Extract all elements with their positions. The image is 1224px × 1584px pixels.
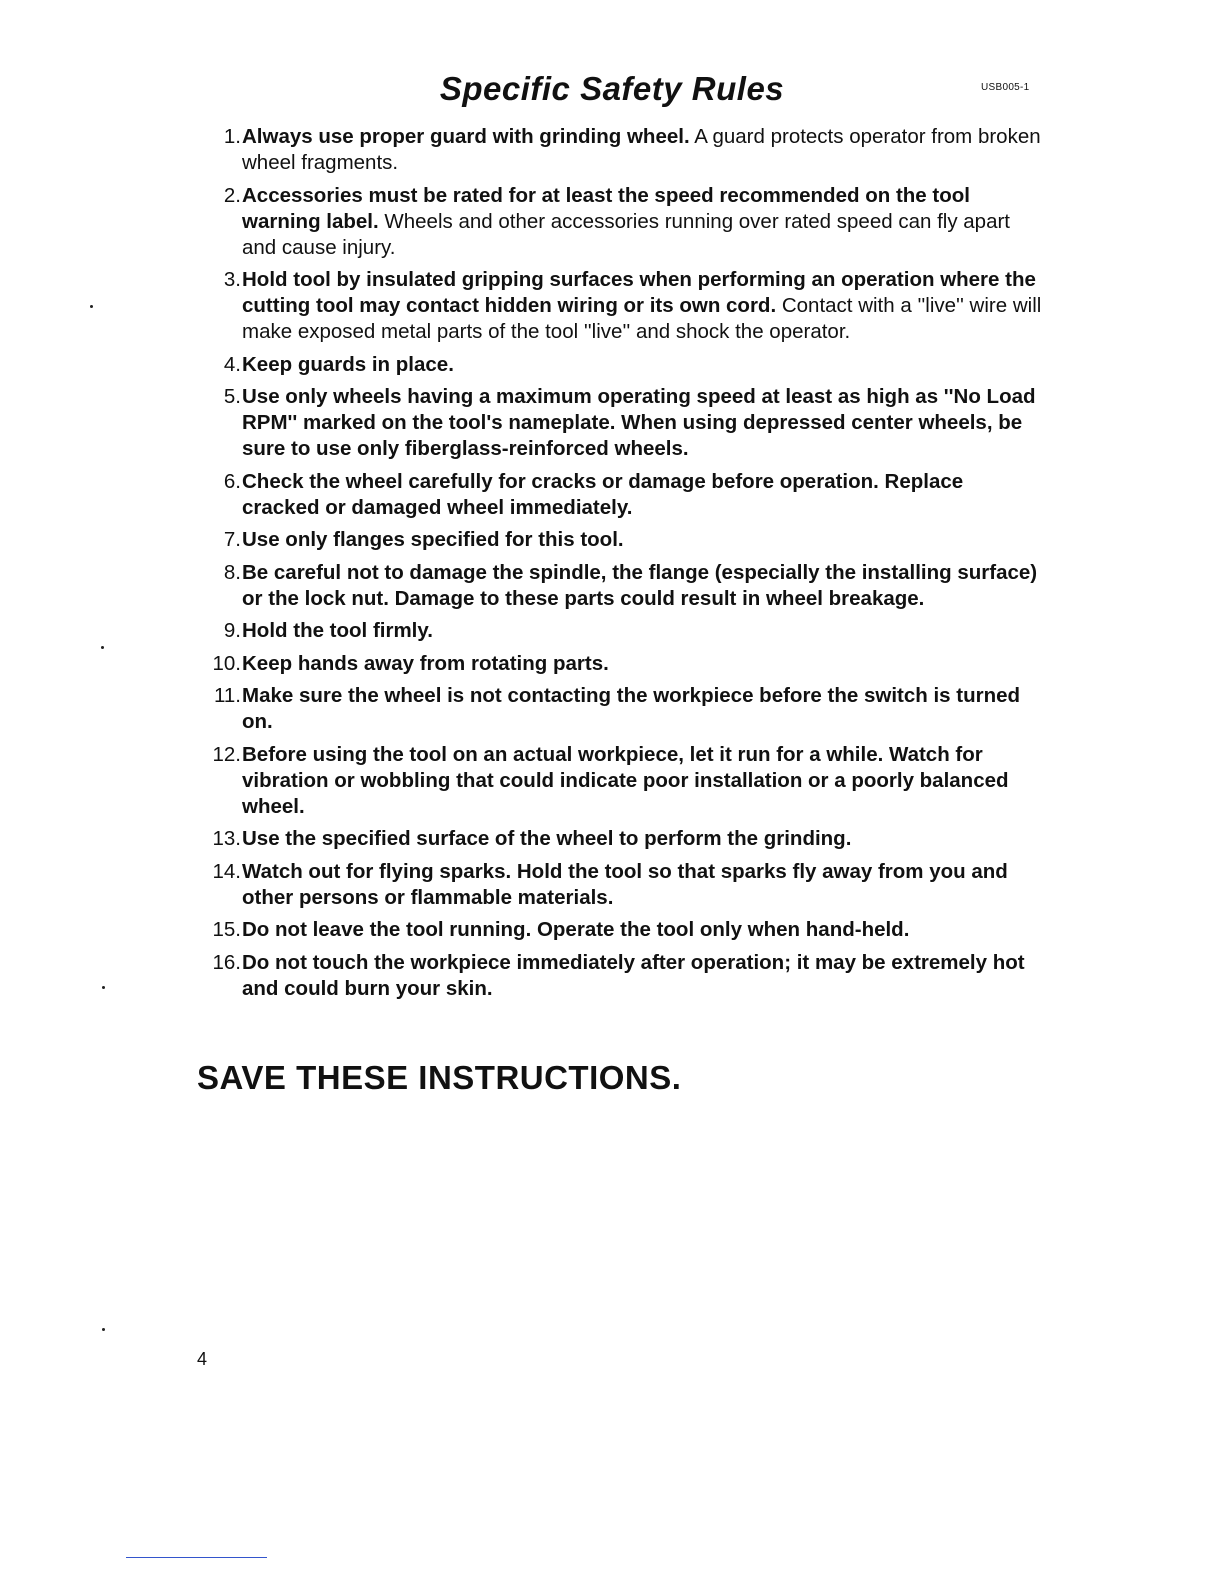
- rule-text: [241, 742, 1042, 820]
- rule-item: [197, 124, 1042, 176]
- rule-number: 6.: [223, 469, 241, 493]
- rule-number: 8.: [223, 560, 241, 584]
- rule-text: [241, 826, 1042, 852]
- rule-number: 1.: [223, 125, 241, 148]
- rule-item: [197, 183, 1042, 261]
- rule-text: [241, 124, 1042, 176]
- rule-item: [197, 469, 1042, 521]
- rule-text: [241, 859, 1042, 911]
- rule-bold-text: Hold tool by insulated gripping surfaces when performing an operation where the cutting tool may contact hidden wiring or its own cord.: [242, 268, 1036, 317]
- rule-bold-text: Always use proper guard with grinding wheel.: [242, 125, 690, 148]
- rule-plain-text: Wheels and other accessories running over rated speed can fly apart and cause injury.: [242, 209, 1010, 259]
- margin-speck: [101, 646, 104, 649]
- rule-number: 13.: [212, 827, 241, 850]
- page-title: Specific Safety Rules: [439, 70, 785, 107]
- rule-text: [241, 384, 1042, 462]
- rule-number: 7.: [223, 528, 241, 551]
- rule-bold-text: Be careful not to damage the spindle, the flange (especially the installing surface) or the lock nut. Damage to these parts could result in wheel breakage.: [242, 560, 1038, 610]
- rule-text: [241, 560, 1042, 612]
- rule-number: 15.: [212, 918, 241, 941]
- rule-plain-text: Contact with a ''live'' wire will make exposed metal parts of the tool ''live'' and shock the operator.: [242, 294, 1042, 343]
- rule-number: 10.: [212, 651, 241, 675]
- rule-bold-text: Make sure the wheel is not contacting the workpiece before the switch is turned on.: [242, 684, 1021, 733]
- safety-rules-list: [197, 124, 1042, 1008]
- rule-item: [197, 527, 1042, 553]
- rule-number: 16.: [212, 950, 241, 974]
- rule-item: [197, 683, 1042, 735]
- margin-speck: [102, 1328, 105, 1331]
- rule-text: [241, 352, 1042, 378]
- rule-text: [241, 527, 1042, 553]
- rule-number: 11.: [214, 684, 241, 707]
- rule-number: 9.: [223, 619, 241, 642]
- margin-speck: [102, 986, 105, 989]
- rule-text: [241, 267, 1042, 345]
- rule-number: 5.: [223, 385, 241, 408]
- rule-item: [197, 651, 1042, 677]
- rule-item: [197, 267, 1042, 345]
- rule-item: [197, 917, 1042, 943]
- rule-bold-text: Watch out for flying sparks. Hold the tool so that sparks fly away from you and other persons or flammable materials.: [242, 859, 1008, 909]
- rule-text: [241, 917, 1042, 943]
- margin-speck: [90, 305, 93, 308]
- rule-bold-text: Do not touch the workpiece immediately after operation; it may be extremely hot and could burn your skin.: [242, 950, 1025, 1000]
- rule-bold-text: Use only flanges specified for this tool.: [242, 528, 624, 551]
- rule-bold-text: Keep hands away from rotating parts.: [242, 651, 609, 675]
- rule-bold-text: Accessories must be rated for at least the speed recommended on the tool warning label.: [242, 183, 970, 233]
- rule-item: [197, 384, 1042, 462]
- document-code: USB005-1: [981, 82, 1030, 93]
- rule-bold-text: Keep guards in place.: [242, 352, 454, 376]
- rule-text: [241, 469, 1042, 521]
- rule-item: [197, 859, 1042, 911]
- rule-item: [197, 352, 1042, 378]
- rule-text: [241, 618, 1042, 644]
- rule-number: 14.: [212, 859, 241, 883]
- page-number: 4: [197, 1349, 208, 1369]
- rule-bold-text: Hold the tool firmly.: [242, 619, 433, 642]
- rule-text: [241, 950, 1042, 1002]
- rule-bold-text: Use the specified surface of the wheel to perform the grinding.: [242, 827, 852, 850]
- rule-bold-text: Do not leave the tool running. Operate the tool only when hand-held.: [242, 918, 910, 941]
- rule-text: [241, 651, 1042, 677]
- rule-text: [241, 183, 1042, 261]
- rule-number: 2.: [223, 183, 241, 207]
- rule-item: [197, 742, 1042, 820]
- rule-number: 4.: [223, 352, 241, 376]
- rule-number: 12.: [212, 742, 241, 766]
- rule-number: 3.: [223, 268, 241, 291]
- rule-item: [197, 950, 1042, 1002]
- bottom-edge-line: [126, 1557, 267, 1558]
- rule-plain-text: A guard protects operator from broken wheel fragments.: [242, 125, 1041, 174]
- rule-bold-text: Check the wheel carefully for cracks or damage before operation. Replace cracked or damaged wheel immediately.: [242, 469, 964, 519]
- rule-item: [197, 618, 1042, 644]
- rule-bold-text: Before using the tool on an actual workpiece, let it run for a while. Watch for vibration or wobbling that could indicate poor installation or a poorly balanced wheel.: [242, 742, 1009, 818]
- rule-item: [197, 560, 1042, 612]
- rule-text: [241, 683, 1042, 735]
- rule-bold-text: Use only wheels having a maximum operating speed at least as high as ''No Load RPM'' marked on the tool's nameplate. When using depressed center wheels, be sure to use only fiberglass-reinforced wheels.: [242, 385, 1036, 460]
- save-instructions-heading: SAVE THESE INSTRUCTIONS.: [197, 1059, 682, 1096]
- rule-item: [197, 826, 1042, 852]
